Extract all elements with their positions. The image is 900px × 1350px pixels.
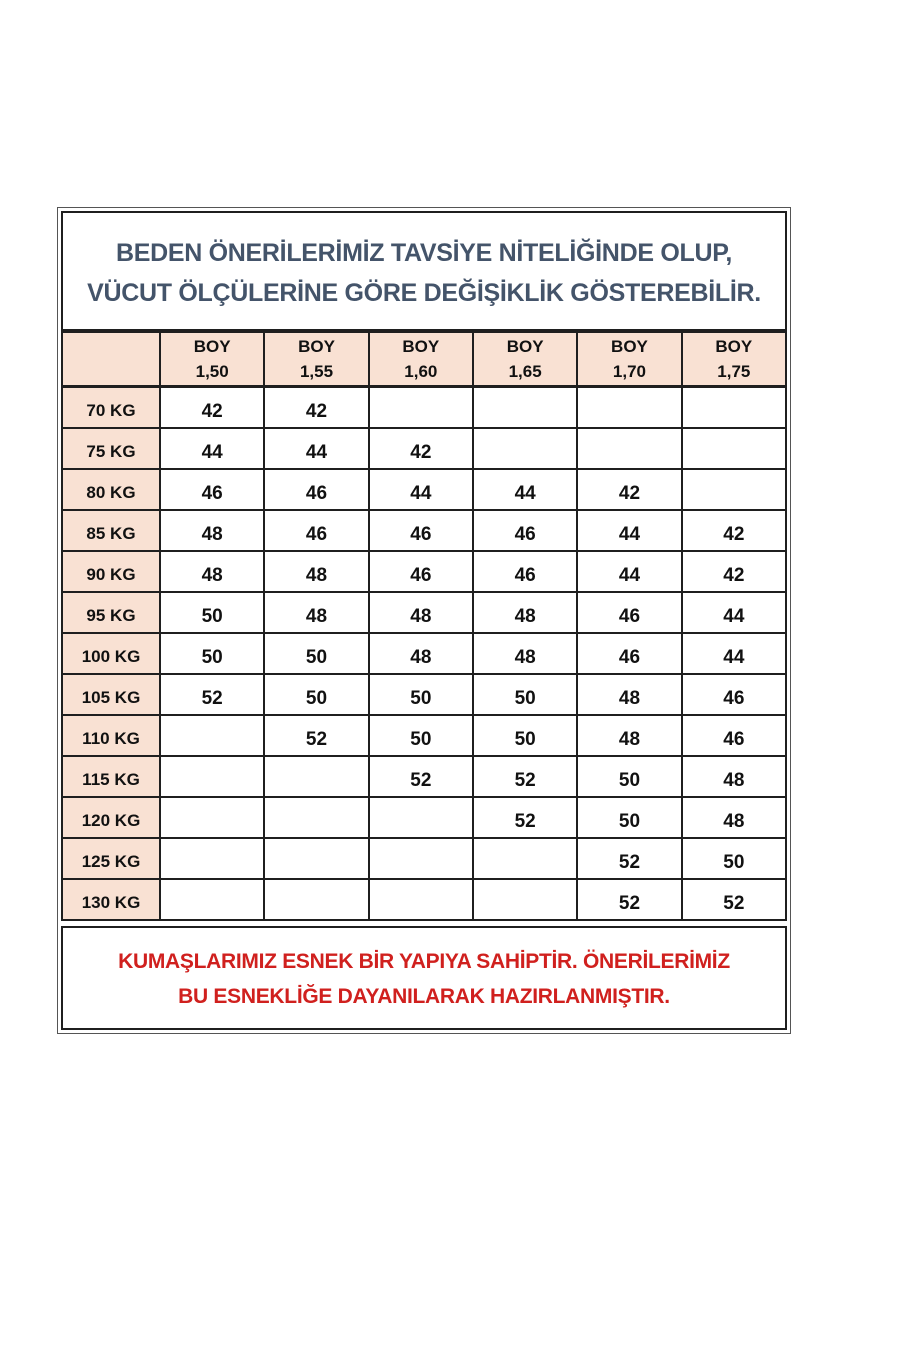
empty-size-cell [473,428,577,469]
weight-label: 125 KG [62,838,160,879]
size-value-cell: 48 [682,756,786,797]
size-value-cell: 44 [264,428,368,469]
top-disclaimer-line-1: BEDEN ÖNERİLERİMİZ TAVSİYE NİTELİĞİNDE OLUP, [115,239,733,267]
size-value-cell: 48 [577,674,681,715]
weight-row-90-kg [62,551,786,592]
size-value-cell: 52 [473,797,577,838]
empty-size-cell [160,715,264,756]
size-value-cell: 46 [160,469,264,510]
size-value-cell: 42 [577,469,681,510]
size-value-cell: 42 [369,428,473,469]
empty-size-cell [473,838,577,879]
size-value-cell: 46 [264,510,368,551]
empty-size-cell [160,756,264,797]
size-value-cell: 42 [160,387,264,428]
column-header-boy-1-50 [160,332,264,387]
size-value-cell: 52 [577,838,681,879]
size-value-cell: 50 [160,592,264,633]
size-value-cell: 52 [369,756,473,797]
column-header-boy-1-75 [682,332,786,387]
column-header-label: BOY [506,337,544,356]
size-value-cell: 42 [682,551,786,592]
weight-row-80-kg [62,469,786,510]
weight-row-105-kg [62,674,786,715]
size-value-cell: 52 [577,879,681,920]
column-header-boy-1-65 [473,332,577,387]
weight-row-100-kg [62,633,786,674]
size-value-cell: 46 [369,551,473,592]
size-value-cell: 46 [369,510,473,551]
weight-label: 75 KG [62,428,160,469]
top-disclaimer-box [61,211,787,331]
size-value-cell: 48 [264,551,368,592]
size-value-cell: 48 [473,592,577,633]
size-value-cell: 50 [160,633,264,674]
weight-label: 120 KG [62,797,160,838]
size-value-cell: 50 [577,797,681,838]
size-value-cell: 50 [369,674,473,715]
weight-label: 85 KG [62,510,160,551]
weight-row-110-kg [62,715,786,756]
empty-size-cell [264,879,368,920]
size-value-cell: 48 [160,510,264,551]
size-value-cell: 44 [577,510,681,551]
size-value-cell: 46 [473,510,577,551]
bottom-disclaimer-box [61,926,787,1030]
empty-size-cell [369,797,473,838]
size-value-cell: 48 [369,633,473,674]
size-value-cell: 46 [577,592,681,633]
size-value-cell: 50 [473,674,577,715]
weight-label: 70 KG [62,387,160,428]
size-value-cell: 44 [682,633,786,674]
empty-size-cell [577,387,681,428]
empty-size-cell [369,879,473,920]
size-value-cell: 44 [577,551,681,592]
empty-size-cell [160,879,264,920]
empty-size-cell [682,428,786,469]
bottom-disclaimer-line-1: KUMAŞLARIMIZ ESNEK BİR YAPIYA SAHİPTİR. ÖNERİLERİMİZ [118,949,730,973]
size-value-cell: 50 [577,756,681,797]
weight-row-70-kg [62,387,786,428]
column-header-height: 1,75 [717,362,751,381]
weight-row-115-kg [62,756,786,797]
size-value-cell: 46 [264,469,368,510]
size-value-cell: 50 [369,715,473,756]
top-disclaimer-line-2: VÜCUT ÖLÇÜLERİNE GÖRE DEĞİŞİKLİK GÖSTEREBİLİR. [87,279,761,307]
size-value-cell: 48 [682,797,786,838]
size-value-cell: 42 [682,510,786,551]
size-value-cell: 50 [473,715,577,756]
column-header-label: BOY [298,337,335,356]
weight-label: 95 KG [62,592,160,633]
empty-size-cell [264,756,368,797]
size-value-cell: 48 [369,592,473,633]
weight-label: 100 KG [62,633,160,674]
empty-size-cell [473,879,577,920]
corner-cell [62,332,160,387]
size-value-cell: 48 [264,592,368,633]
size-table-header-row [62,332,786,387]
size-value-cell: 52 [264,715,368,756]
size-value-cell: 48 [160,551,264,592]
column-header-height: 1,50 [195,362,229,381]
size-value-cell: 46 [577,633,681,674]
column-header-height: 1,55 [299,362,334,381]
column-header-height: 1,60 [404,362,438,381]
weight-row-130-kg [62,879,786,920]
weight-label: 115 KG [62,756,160,797]
bottom-disclaimer-line-2: BU ESNEKLİĞE DAYANILARAK HAZIRLANMIŞTIR. [178,984,670,1008]
empty-size-cell [264,797,368,838]
empty-size-cell [160,838,264,879]
column-header-label: BOY [402,337,440,356]
weight-row-120-kg [62,797,786,838]
column-header-boy-1-60 [369,332,473,387]
empty-size-cell [264,838,368,879]
empty-size-cell [473,387,577,428]
size-value-cell: 52 [473,756,577,797]
column-header-label: BOY [715,337,753,356]
size-value-cell: 42 [264,387,368,428]
column-header-boy-1-55 [264,332,368,387]
size-value-cell: 46 [682,715,786,756]
weight-label: 130 KG [62,879,160,920]
size-value-cell: 50 [264,674,368,715]
size-value-cell: 44 [160,428,264,469]
size-table [61,331,787,921]
empty-size-cell [160,797,264,838]
size-chart-sheet [57,207,791,1034]
size-value-cell: 46 [473,551,577,592]
weight-label: 90 KG [62,551,160,592]
column-header-label: BOY [611,337,648,356]
weight-label: 80 KG [62,469,160,510]
column-header-boy-1-70 [577,332,681,387]
column-header-height: 1,65 [508,362,542,381]
weight-label: 105 KG [62,674,160,715]
size-value-cell: 44 [682,592,786,633]
weight-label: 110 KG [62,715,160,756]
column-header-label: BOY [193,337,231,356]
size-value-cell: 48 [577,715,681,756]
empty-size-cell [682,387,786,428]
size-value-cell: 44 [473,469,577,510]
size-value-cell: 50 [264,633,368,674]
empty-size-cell [682,469,786,510]
weight-row-85-kg [62,510,786,551]
empty-size-cell [369,838,473,879]
size-value-cell: 50 [682,838,786,879]
empty-size-cell [369,387,473,428]
empty-size-cell [577,428,681,469]
size-value-cell: 46 [682,674,786,715]
weight-row-95-kg [62,592,786,633]
size-value-cell: 48 [473,633,577,674]
weight-row-125-kg [62,838,786,879]
size-value-cell: 52 [160,674,264,715]
weight-row-75-kg [62,428,786,469]
size-value-cell: 52 [682,879,786,920]
column-header-height: 1,70 [612,362,647,381]
size-value-cell: 44 [369,469,473,510]
